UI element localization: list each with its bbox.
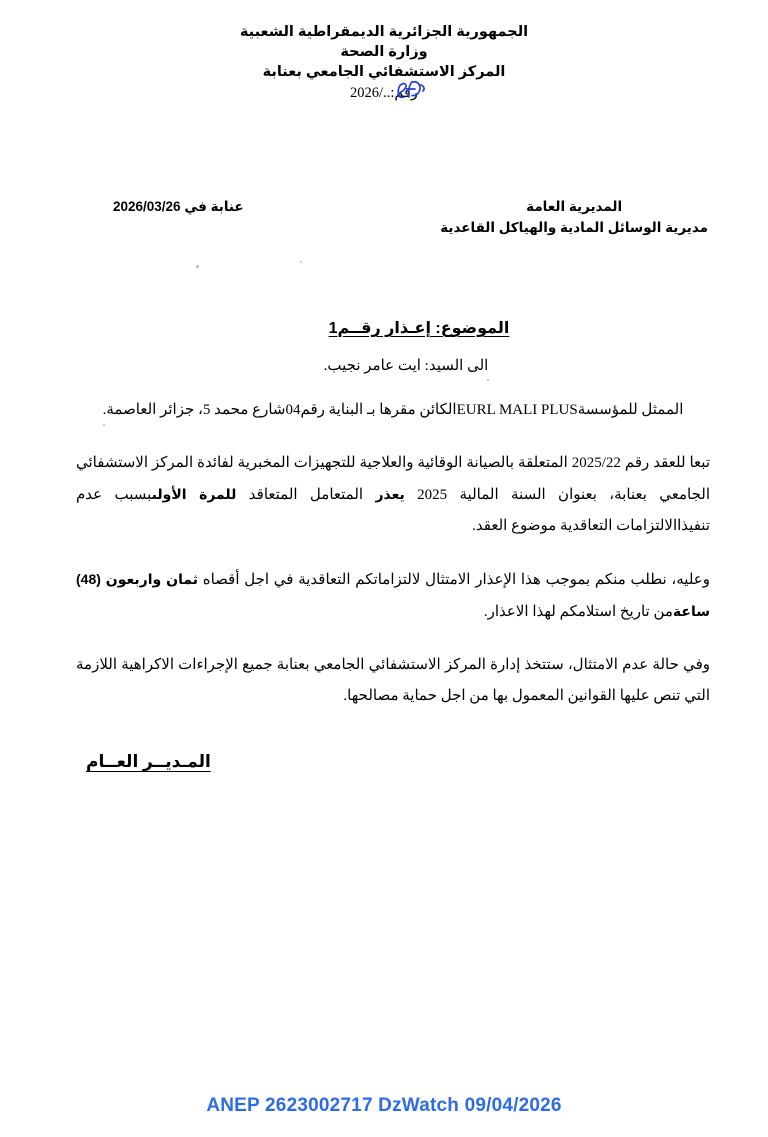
contract-text-part-2: المتعامل المتعاقد [236, 487, 376, 503]
letter-body [76, 318, 710, 734]
contract-text-part-1: تبعا للعقد رقم 2025/22 المتعلقة بالصيانة الوقائية والعلاجية للتجهيزات المخبرية لفائدة المركز الاستشفائي الجامعي بعنابة، بعنوان السنة المالية 2025 [76, 455, 711, 503]
company-name: EURL MALI PLUS [456, 402, 578, 418]
deadline-bold-48-hours: ثمان واربعون (48) ساعة [76, 571, 710, 619]
directorate-block [440, 196, 708, 238]
directorate-department: مديرية الوسائل المادية والهياكل القاعدية [440, 220, 708, 235]
paragraph-consequences: وفي حالة عدم الامتثال، ستتخذ إدارة المركز الاستشفائي الجامعي بعنابة جميع الإجراءات الاكراهية اللازمة التي تنص عليها القوانين المعمول بها من اجل حماية مصالحها. [76, 657, 710, 704]
deadline-text-part-2: من تاريخ استلامكم لهذا الاعذار. [483, 604, 673, 620]
addressee-line: الى السيد: ايت عامر نجيب. [323, 358, 489, 374]
subject-line: الموضوع: إعـذار رقــم1 [328, 320, 510, 337]
paragraph-company-identification [76, 395, 710, 426]
deadline-text-part-1: وعليه، نطلب منكم بموجب هذا الإعذار الامتثال لالتزاماتكم التعاقدية في اجل أقصاه [197, 572, 710, 588]
letterhead-institution: المركز الاستشفائي الجامعي بعنابة [262, 64, 506, 80]
contract-bold-first-time: للمرة الأولى [151, 486, 237, 502]
scan-artifact [196, 265, 199, 268]
signature-title: المـديــر العــام [86, 752, 211, 771]
scan-artifact [300, 261, 302, 263]
company-address-text: الكائن مقرها بـ البناية رقم04شارع محمد 5، جزائر العاصمة. [102, 402, 457, 418]
letterhead-reference-number [350, 82, 418, 103]
footer-anep-reference: ANEP 2623002717 DzWatch 09/04/2026 [206, 1095, 562, 1116]
letterhead [0, 22, 768, 103]
meta-row [0, 196, 768, 244]
contract-bold-notice-verb: يعذر [375, 486, 405, 502]
paragraph-contract-reference [76, 448, 710, 542]
contract-text-part-3: بسبب عدم تنفيذاالالتزامات التعاقدية موضوع العقد. [76, 487, 710, 534]
letterhead-ministry: وزارة الصحة [340, 44, 428, 60]
place-and-date: عنابة في 2026/03/26 [113, 199, 244, 214]
letterhead-country: الجمهورية الجزائرية الديمقراطية الشعبية [239, 24, 529, 40]
company-intro-text: الممثل للمؤسسة [577, 402, 684, 418]
directorate-general: المديرية العامة [526, 199, 623, 214]
paragraph-deadline-request [76, 564, 710, 628]
reference-text: رقم:../2026 [350, 85, 418, 101]
